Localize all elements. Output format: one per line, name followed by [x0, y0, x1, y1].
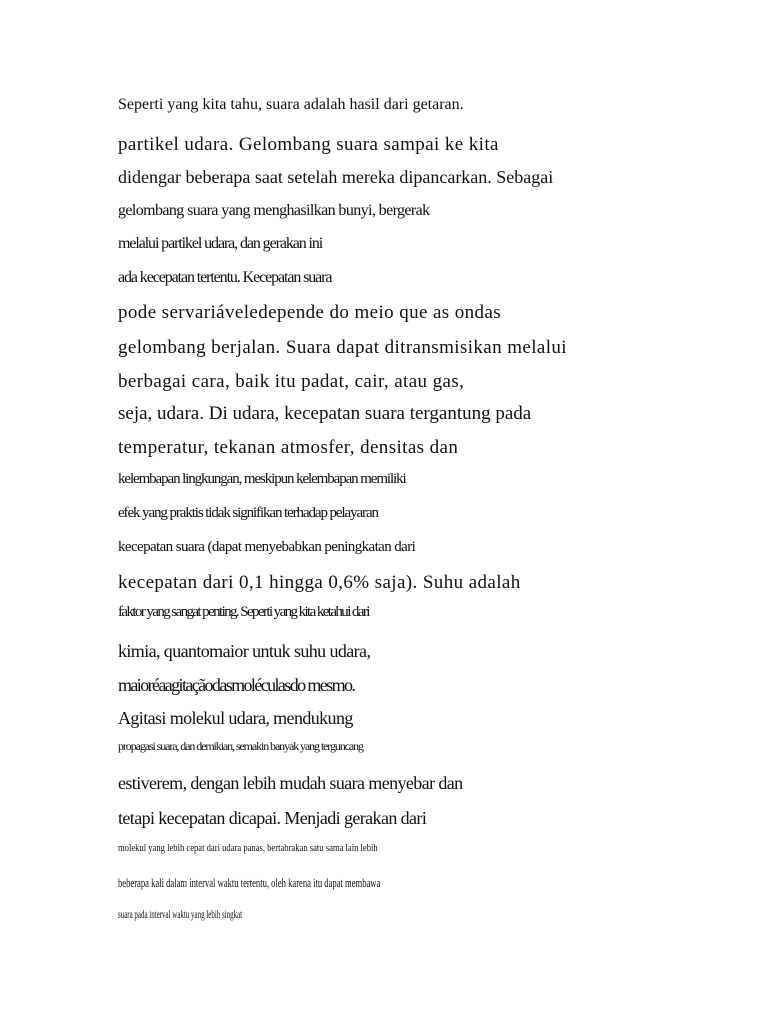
- text-line-6: ada kecepatan tertentu. Kecepatan suara: [118, 269, 332, 286]
- text-line-15: kecepatan dari 0,1 hingga 0,6% saja). Suhu adalah: [118, 572, 521, 593]
- text-line-10: seja, udara. Di udara, kecepatan suara tergantung pada: [118, 403, 532, 424]
- text-line-7: pode servariáveledepende do meio que as ondas: [118, 302, 502, 323]
- text-line-17: kimia, quantomaior untuk suhu udara,: [118, 641, 371, 661]
- text-line-25: suara pada interval waktu yang lebih singkat: [118, 907, 243, 921]
- text-line-22: tetapi kecepatan dicapai. Menjadi gerakan dari: [118, 808, 427, 828]
- text-line-2: partikel udara. Gelombang suara sampai ke kita: [118, 134, 499, 155]
- text-line-20: propagasi suara, dan demikian, semakin banyak yang terguncang: [118, 739, 363, 753]
- text-line-16: faktor yang sangat penting. Seperti yang kita ketahui dari: [118, 604, 369, 620]
- text-line-21: estiverem, dengan lebih mudah suara menyebar dan: [118, 773, 463, 793]
- text-line-3: didengar beberapa saat setelah mereka dipancarkan. Sebagai: [118, 167, 554, 187]
- text-line-8: gelombang berjalan. Suara dapat ditransmisikan melalui: [118, 337, 567, 358]
- text-line-19: Agitasi molekul udara, mendukung: [118, 708, 353, 728]
- text-line-1: Seperti yang kita tahu, suara adalah hasil dari getaran.: [118, 96, 464, 113]
- text-line-9: berbagai cara, baik itu padat, cair, atau gas,: [118, 371, 465, 392]
- text-line-24: beberapa kali dalam interval waktu tertentu, oleh karena itu dapat membawa: [118, 875, 381, 890]
- text-line-4: gelombang suara yang menghasilkan bunyi, bergerak: [118, 202, 430, 219]
- text-line-12: kelembapan lingkungan, meskipun kelembapan memiliki: [118, 471, 406, 487]
- text-line-11: temperatur, tekanan atmosfer, densitas dan: [118, 437, 459, 458]
- text-line-23: molekul yang lebih cepat dari udara panas, bertabrakan satu sama lain lebih: [118, 842, 378, 854]
- text-line-14: kecepatan suara (dapat menyebabkan peningkatan dari: [118, 539, 416, 555]
- text-line-5: melalui partikel udara, dan gerakan ini: [118, 235, 323, 252]
- text-line-13: efek yang praktis tidak signifikan terhadap pelayaran: [118, 505, 378, 521]
- text-line-18: maioréaagitaçãodasmoléculasdo mesmo.: [118, 675, 355, 695]
